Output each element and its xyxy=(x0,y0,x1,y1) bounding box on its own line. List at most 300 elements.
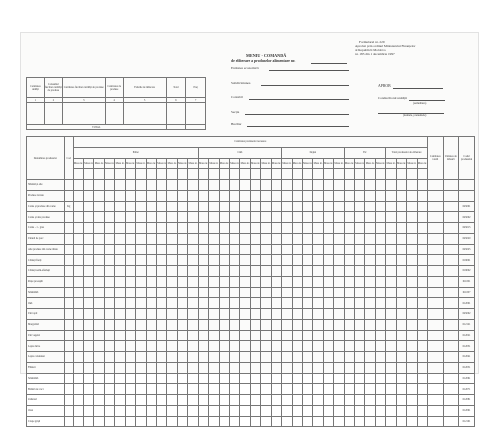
quantity-cell[interactable] xyxy=(271,190,281,201)
quantity-cell[interactable] xyxy=(292,405,302,416)
quantity-cell[interactable] xyxy=(407,201,417,212)
quantity-cell[interactable] xyxy=(157,190,167,201)
quantity-cell[interactable] xyxy=(375,416,385,427)
quantity-cell[interactable] xyxy=(157,233,167,244)
quantity-cell[interactable] xyxy=(250,330,260,341)
quantity-cell[interactable] xyxy=(375,244,385,255)
quantity-cell[interactable] xyxy=(219,319,229,330)
quantity-cell[interactable] xyxy=(250,341,260,352)
quantity-cell[interactable] xyxy=(219,405,229,416)
subdivision-field[interactable] xyxy=(261,85,349,86)
approve-field[interactable] xyxy=(393,88,443,89)
quantity-cell[interactable] xyxy=(167,298,177,309)
quantity-cell[interactable] xyxy=(115,309,125,320)
quantity-cell[interactable] xyxy=(323,190,333,201)
quantity-cell[interactable] xyxy=(115,180,125,191)
total-cell[interactable] xyxy=(427,352,443,363)
quantity-cell[interactable] xyxy=(407,330,417,341)
quantity-cell[interactable] xyxy=(73,373,83,384)
quantity-cell[interactable] xyxy=(209,233,219,244)
quantity-cell[interactable] xyxy=(261,255,271,266)
summary-cell[interactable] xyxy=(166,103,186,125)
quantity-cell[interactable] xyxy=(375,352,385,363)
quantity-cell[interactable] xyxy=(302,276,312,287)
quantity-cell[interactable] xyxy=(271,287,281,298)
quantity-cell[interactable] xyxy=(240,233,250,244)
quantity-cell[interactable] xyxy=(229,244,239,255)
quantity-cell[interactable] xyxy=(334,212,344,223)
quantity-cell[interactable] xyxy=(177,405,187,416)
unit-cell[interactable] xyxy=(443,190,459,201)
meal-number-cell[interactable] xyxy=(240,169,250,180)
quantity-cell[interactable] xyxy=(73,309,83,320)
quantity-cell[interactable] xyxy=(344,384,354,395)
quantity-cell[interactable] xyxy=(407,255,417,266)
quantity-cell[interactable] xyxy=(292,201,302,212)
quantity-cell[interactable] xyxy=(209,244,219,255)
quantity-cell[interactable] xyxy=(240,298,250,309)
quantity-cell[interactable] xyxy=(250,212,260,223)
quantity-cell[interactable] xyxy=(344,362,354,373)
unit-cell[interactable] xyxy=(443,373,459,384)
quantity-cell[interactable] xyxy=(73,416,83,427)
quantity-cell[interactable] xyxy=(282,287,292,298)
quantity-cell[interactable] xyxy=(407,180,417,191)
meal-number-cell[interactable] xyxy=(104,169,114,180)
quantity-cell[interactable] xyxy=(355,330,365,341)
quantity-cell[interactable] xyxy=(73,298,83,309)
quantity-cell[interactable] xyxy=(136,352,146,363)
quantity-cell[interactable] xyxy=(167,330,177,341)
quantity-cell[interactable] xyxy=(302,319,312,330)
quantity-cell[interactable] xyxy=(219,180,229,191)
quantity-cell[interactable] xyxy=(219,244,229,255)
quantity-cell[interactable] xyxy=(94,416,104,427)
quantity-cell[interactable] xyxy=(407,276,417,287)
quantity-cell[interactable] xyxy=(302,352,312,363)
quantity-cell[interactable] xyxy=(125,416,135,427)
cook-field[interactable] xyxy=(247,126,349,127)
quantity-cell[interactable] xyxy=(84,352,94,363)
quantity-cell[interactable] xyxy=(261,341,271,352)
quantity-cell[interactable] xyxy=(94,373,104,384)
unit-cell[interactable] xyxy=(443,405,459,416)
quantity-cell[interactable] xyxy=(177,373,187,384)
quantity-cell[interactable] xyxy=(271,201,281,212)
quantity-cell[interactable] xyxy=(396,298,406,309)
quantity-cell[interactable] xyxy=(177,244,187,255)
quantity-cell[interactable] xyxy=(84,341,94,352)
quantity-cell[interactable] xyxy=(157,384,167,395)
quantity-cell[interactable] xyxy=(84,244,94,255)
quantity-cell[interactable] xyxy=(365,223,375,234)
quantity-cell[interactable] xyxy=(167,319,177,330)
meal-number-cell[interactable] xyxy=(271,169,281,180)
quantity-cell[interactable] xyxy=(84,373,94,384)
quantity-cell[interactable] xyxy=(240,384,250,395)
quantity-cell[interactable] xyxy=(73,244,83,255)
quantity-cell[interactable] xyxy=(407,416,417,427)
quantity-cell[interactable] xyxy=(146,180,156,191)
quantity-cell[interactable] xyxy=(188,255,198,266)
total-cell[interactable] xyxy=(427,276,443,287)
quantity-cell[interactable] xyxy=(396,223,406,234)
quantity-cell[interactable] xyxy=(334,244,344,255)
quantity-cell[interactable] xyxy=(177,330,187,341)
quantity-cell[interactable] xyxy=(73,405,83,416)
summary-cell[interactable] xyxy=(62,103,105,125)
quantity-cell[interactable] xyxy=(115,341,125,352)
quantity-cell[interactable] xyxy=(209,276,219,287)
quantity-cell[interactable] xyxy=(146,255,156,266)
quantity-cell[interactable] xyxy=(115,244,125,255)
quantity-cell[interactable] xyxy=(136,287,146,298)
quantity-cell[interactable] xyxy=(334,255,344,266)
quantity-cell[interactable] xyxy=(240,287,250,298)
quantity-cell[interactable] xyxy=(219,201,229,212)
quantity-cell[interactable] xyxy=(417,212,427,223)
quantity-cell[interactable] xyxy=(84,266,94,277)
quantity-cell[interactable] xyxy=(167,266,177,277)
quantity-cell[interactable] xyxy=(302,223,312,234)
quantity-cell[interactable] xyxy=(229,287,239,298)
quantity-cell[interactable] xyxy=(407,362,417,373)
quantity-cell[interactable] xyxy=(94,362,104,373)
quantity-cell[interactable] xyxy=(188,233,198,244)
quantity-cell[interactable] xyxy=(177,352,187,363)
quantity-cell[interactable] xyxy=(417,405,427,416)
quantity-cell[interactable] xyxy=(94,298,104,309)
quantity-cell[interactable] xyxy=(167,180,177,191)
quantity-cell[interactable] xyxy=(396,373,406,384)
unit-cell[interactable] xyxy=(443,298,459,309)
quantity-cell[interactable] xyxy=(167,384,177,395)
quantity-cell[interactable] xyxy=(355,309,365,320)
quantity-cell[interactable] xyxy=(125,373,135,384)
quantity-cell[interactable] xyxy=(334,384,344,395)
quantity-cell[interactable] xyxy=(271,405,281,416)
quantity-cell[interactable] xyxy=(219,384,229,395)
quantity-cell[interactable] xyxy=(271,298,281,309)
quantity-cell[interactable] xyxy=(302,201,312,212)
quantity-cell[interactable] xyxy=(177,298,187,309)
meal-number-cell[interactable] xyxy=(375,169,385,180)
quantity-cell[interactable] xyxy=(313,287,323,298)
quantity-cell[interactable] xyxy=(334,266,344,277)
quantity-cell[interactable] xyxy=(271,416,281,427)
quantity-cell[interactable] xyxy=(344,180,354,191)
quantity-cell[interactable] xyxy=(407,384,417,395)
quantity-cell[interactable] xyxy=(344,190,354,201)
unit-cell[interactable] xyxy=(443,223,459,234)
quantity-cell[interactable] xyxy=(177,255,187,266)
quantity-cell[interactable] xyxy=(125,298,135,309)
quantity-cell[interactable] xyxy=(146,233,156,244)
quantity-cell[interactable] xyxy=(94,352,104,363)
quantity-cell[interactable] xyxy=(261,223,271,234)
quantity-cell[interactable] xyxy=(146,244,156,255)
quantity-cell[interactable] xyxy=(323,180,333,191)
quantity-cell[interactable] xyxy=(250,373,260,384)
quantity-cell[interactable] xyxy=(209,319,219,330)
quantity-cell[interactable] xyxy=(407,352,417,363)
quantity-cell[interactable] xyxy=(302,244,312,255)
quantity-cell[interactable] xyxy=(198,212,208,223)
quantity-cell[interactable] xyxy=(115,330,125,341)
quantity-cell[interactable] xyxy=(386,373,396,384)
quantity-cell[interactable] xyxy=(344,255,354,266)
quantity-cell[interactable] xyxy=(292,309,302,320)
quantity-cell[interactable] xyxy=(386,362,396,373)
quantity-cell[interactable] xyxy=(73,362,83,373)
quantity-cell[interactable] xyxy=(386,341,396,352)
quantity-cell[interactable] xyxy=(136,384,146,395)
quantity-cell[interactable] xyxy=(323,223,333,234)
quantity-cell[interactable] xyxy=(417,190,427,201)
quantity-cell[interactable] xyxy=(146,276,156,287)
quantity-cell[interactable] xyxy=(104,233,114,244)
total-cell[interactable] xyxy=(427,255,443,266)
quantity-cell[interactable] xyxy=(157,266,167,277)
quantity-cell[interactable] xyxy=(407,190,417,201)
quantity-cell[interactable] xyxy=(104,416,114,427)
quantity-cell[interactable] xyxy=(386,287,396,298)
quantity-cell[interactable] xyxy=(94,190,104,201)
quantity-cell[interactable] xyxy=(365,309,375,320)
quantity-cell[interactable] xyxy=(146,341,156,352)
quantity-cell[interactable] xyxy=(313,190,323,201)
quantity-cell[interactable] xyxy=(125,362,135,373)
quantity-cell[interactable] xyxy=(167,201,177,212)
quantity-cell[interactable] xyxy=(292,276,302,287)
quantity-cell[interactable] xyxy=(250,266,260,277)
quantity-cell[interactable] xyxy=(94,384,104,395)
quantity-cell[interactable] xyxy=(396,287,406,298)
quantity-cell[interactable] xyxy=(282,190,292,201)
quantity-cell[interactable] xyxy=(313,362,323,373)
quantity-cell[interactable] xyxy=(302,212,312,223)
quantity-cell[interactable] xyxy=(250,319,260,330)
quantity-cell[interactable] xyxy=(417,341,427,352)
quantity-cell[interactable] xyxy=(261,287,271,298)
quantity-cell[interactable] xyxy=(417,384,427,395)
quantity-cell[interactable] xyxy=(271,212,281,223)
quantity-cell[interactable] xyxy=(229,416,239,427)
quantity-cell[interactable] xyxy=(250,384,260,395)
quantity-cell[interactable] xyxy=(240,244,250,255)
quantity-cell[interactable] xyxy=(365,212,375,223)
quantity-cell[interactable] xyxy=(282,384,292,395)
quantity-cell[interactable] xyxy=(157,416,167,427)
quantity-cell[interactable] xyxy=(407,309,417,320)
quantity-cell[interactable] xyxy=(282,319,292,330)
quantity-cell[interactable] xyxy=(302,255,312,266)
quantity-cell[interactable] xyxy=(282,330,292,341)
quantity-cell[interactable] xyxy=(219,309,229,320)
quantity-cell[interactable] xyxy=(396,201,406,212)
quantity-cell[interactable] xyxy=(271,384,281,395)
quantity-cell[interactable] xyxy=(125,341,135,352)
quantity-cell[interactable] xyxy=(313,384,323,395)
quantity-cell[interactable] xyxy=(334,233,344,244)
meal-number-cell[interactable] xyxy=(94,169,104,180)
quantity-cell[interactable] xyxy=(365,416,375,427)
quantity-cell[interactable] xyxy=(417,352,427,363)
quantity-cell[interactable] xyxy=(125,384,135,395)
quantity-cell[interactable] xyxy=(417,330,427,341)
quantity-cell[interactable] xyxy=(115,298,125,309)
quantity-cell[interactable] xyxy=(219,287,229,298)
quantity-cell[interactable] xyxy=(94,341,104,352)
quantity-cell[interactable] xyxy=(94,180,104,191)
quantity-cell[interactable] xyxy=(386,212,396,223)
meal-number-cell[interactable] xyxy=(73,169,83,180)
total-cell[interactable] xyxy=(427,309,443,320)
quantity-cell[interactable] xyxy=(188,244,198,255)
quantity-cell[interactable] xyxy=(271,180,281,191)
quantity-cell[interactable] xyxy=(73,233,83,244)
quantity-cell[interactable] xyxy=(323,266,333,277)
quantity-cell[interactable] xyxy=(313,373,323,384)
quantity-cell[interactable] xyxy=(188,416,198,427)
quantity-cell[interactable] xyxy=(313,255,323,266)
quantity-cell[interactable] xyxy=(229,276,239,287)
quantity-cell[interactable] xyxy=(407,233,417,244)
quantity-cell[interactable] xyxy=(167,362,177,373)
quantity-cell[interactable] xyxy=(157,180,167,191)
quantity-cell[interactable] xyxy=(115,276,125,287)
quantity-cell[interactable] xyxy=(94,244,104,255)
quantity-cell[interactable] xyxy=(84,212,94,223)
total-cell[interactable] xyxy=(427,201,443,212)
quantity-cell[interactable] xyxy=(146,201,156,212)
quantity-cell[interactable] xyxy=(209,190,219,201)
quantity-cell[interactable] xyxy=(94,212,104,223)
meal-number-cell[interactable] xyxy=(355,169,365,180)
quantity-cell[interactable] xyxy=(188,276,198,287)
quantity-cell[interactable] xyxy=(167,233,177,244)
quantity-cell[interactable] xyxy=(250,416,260,427)
quantity-cell[interactable] xyxy=(209,416,219,427)
quantity-cell[interactable] xyxy=(73,201,83,212)
quantity-cell[interactable] xyxy=(188,341,198,352)
quantity-cell[interactable] xyxy=(292,362,302,373)
quantity-cell[interactable] xyxy=(271,373,281,384)
total-cell[interactable] xyxy=(427,384,443,395)
quantity-cell[interactable] xyxy=(302,233,312,244)
quantity-cell[interactable] xyxy=(146,319,156,330)
quantity-cell[interactable] xyxy=(417,223,427,234)
quantity-cell[interactable] xyxy=(386,405,396,416)
quantity-cell[interactable] xyxy=(302,405,312,416)
quantity-cell[interactable] xyxy=(334,416,344,427)
quantity-cell[interactable] xyxy=(282,244,292,255)
quantity-cell[interactable] xyxy=(240,341,250,352)
quantity-cell[interactable] xyxy=(125,212,135,223)
total-cell[interactable] xyxy=(427,362,443,373)
quantity-cell[interactable] xyxy=(282,223,292,234)
quantity-cell[interactable] xyxy=(146,190,156,201)
quantity-cell[interactable] xyxy=(250,190,260,201)
quantity-cell[interactable] xyxy=(344,266,354,277)
summary-cell[interactable] xyxy=(105,103,123,125)
quantity-cell[interactable] xyxy=(261,309,271,320)
quantity-cell[interactable] xyxy=(115,416,125,427)
quantity-cell[interactable] xyxy=(136,298,146,309)
meal-number-cell[interactable] xyxy=(136,169,146,180)
quantity-cell[interactable] xyxy=(313,212,323,223)
quantity-cell[interactable] xyxy=(188,212,198,223)
quantity-cell[interactable] xyxy=(198,330,208,341)
quantity-cell[interactable] xyxy=(375,201,385,212)
quantity-cell[interactable] xyxy=(375,330,385,341)
quantity-cell[interactable] xyxy=(198,255,208,266)
meal-number-cell[interactable] xyxy=(84,169,94,180)
quantity-cell[interactable] xyxy=(344,373,354,384)
quantity-cell[interactable] xyxy=(386,298,396,309)
quantity-cell[interactable] xyxy=(282,341,292,352)
quantity-cell[interactable] xyxy=(125,319,135,330)
quantity-cell[interactable] xyxy=(73,180,83,191)
total-cell[interactable] xyxy=(427,330,443,341)
quantity-cell[interactable] xyxy=(219,212,229,223)
quantity-cell[interactable] xyxy=(250,201,260,212)
quantity-cell[interactable] xyxy=(250,352,260,363)
quantity-cell[interactable] xyxy=(282,180,292,191)
quantity-cell[interactable] xyxy=(355,373,365,384)
quantity-cell[interactable] xyxy=(375,319,385,330)
quantity-cell[interactable] xyxy=(323,373,333,384)
quantity-cell[interactable] xyxy=(261,362,271,373)
quantity-cell[interactable] xyxy=(292,212,302,223)
quantity-cell[interactable] xyxy=(229,319,239,330)
quantity-cell[interactable] xyxy=(167,190,177,201)
quantity-cell[interactable] xyxy=(407,405,417,416)
quantity-cell[interactable] xyxy=(365,384,375,395)
quantity-cell[interactable] xyxy=(209,298,219,309)
quantity-cell[interactable] xyxy=(136,405,146,416)
quantity-cell[interactable] xyxy=(157,201,167,212)
quantity-cell[interactable] xyxy=(282,405,292,416)
quantity-cell[interactable] xyxy=(198,352,208,363)
quantity-cell[interactable] xyxy=(334,352,344,363)
quantity-cell[interactable] xyxy=(229,362,239,373)
quantity-cell[interactable] xyxy=(115,362,125,373)
quantity-cell[interactable] xyxy=(84,190,94,201)
quantity-cell[interactable] xyxy=(344,341,354,352)
quantity-cell[interactable] xyxy=(292,416,302,427)
quantity-cell[interactable] xyxy=(94,330,104,341)
quantity-cell[interactable] xyxy=(115,212,125,223)
quantity-cell[interactable] xyxy=(94,223,104,234)
quantity-cell[interactable] xyxy=(375,266,385,277)
quantity-cell[interactable] xyxy=(386,223,396,234)
quantity-cell[interactable] xyxy=(94,255,104,266)
quantity-cell[interactable] xyxy=(240,212,250,223)
quantity-cell[interactable] xyxy=(417,309,427,320)
quantity-cell[interactable] xyxy=(261,190,271,201)
quantity-cell[interactable] xyxy=(261,298,271,309)
quantity-cell[interactable] xyxy=(240,190,250,201)
quantity-cell[interactable] xyxy=(188,309,198,320)
quantity-cell[interactable] xyxy=(209,330,219,341)
quantity-cell[interactable] xyxy=(177,233,187,244)
quantity-cell[interactable] xyxy=(188,266,198,277)
quantity-cell[interactable] xyxy=(344,287,354,298)
quantity-cell[interactable] xyxy=(292,223,302,234)
meal-number-cell[interactable] xyxy=(125,169,135,180)
total-cell[interactable] xyxy=(427,319,443,330)
